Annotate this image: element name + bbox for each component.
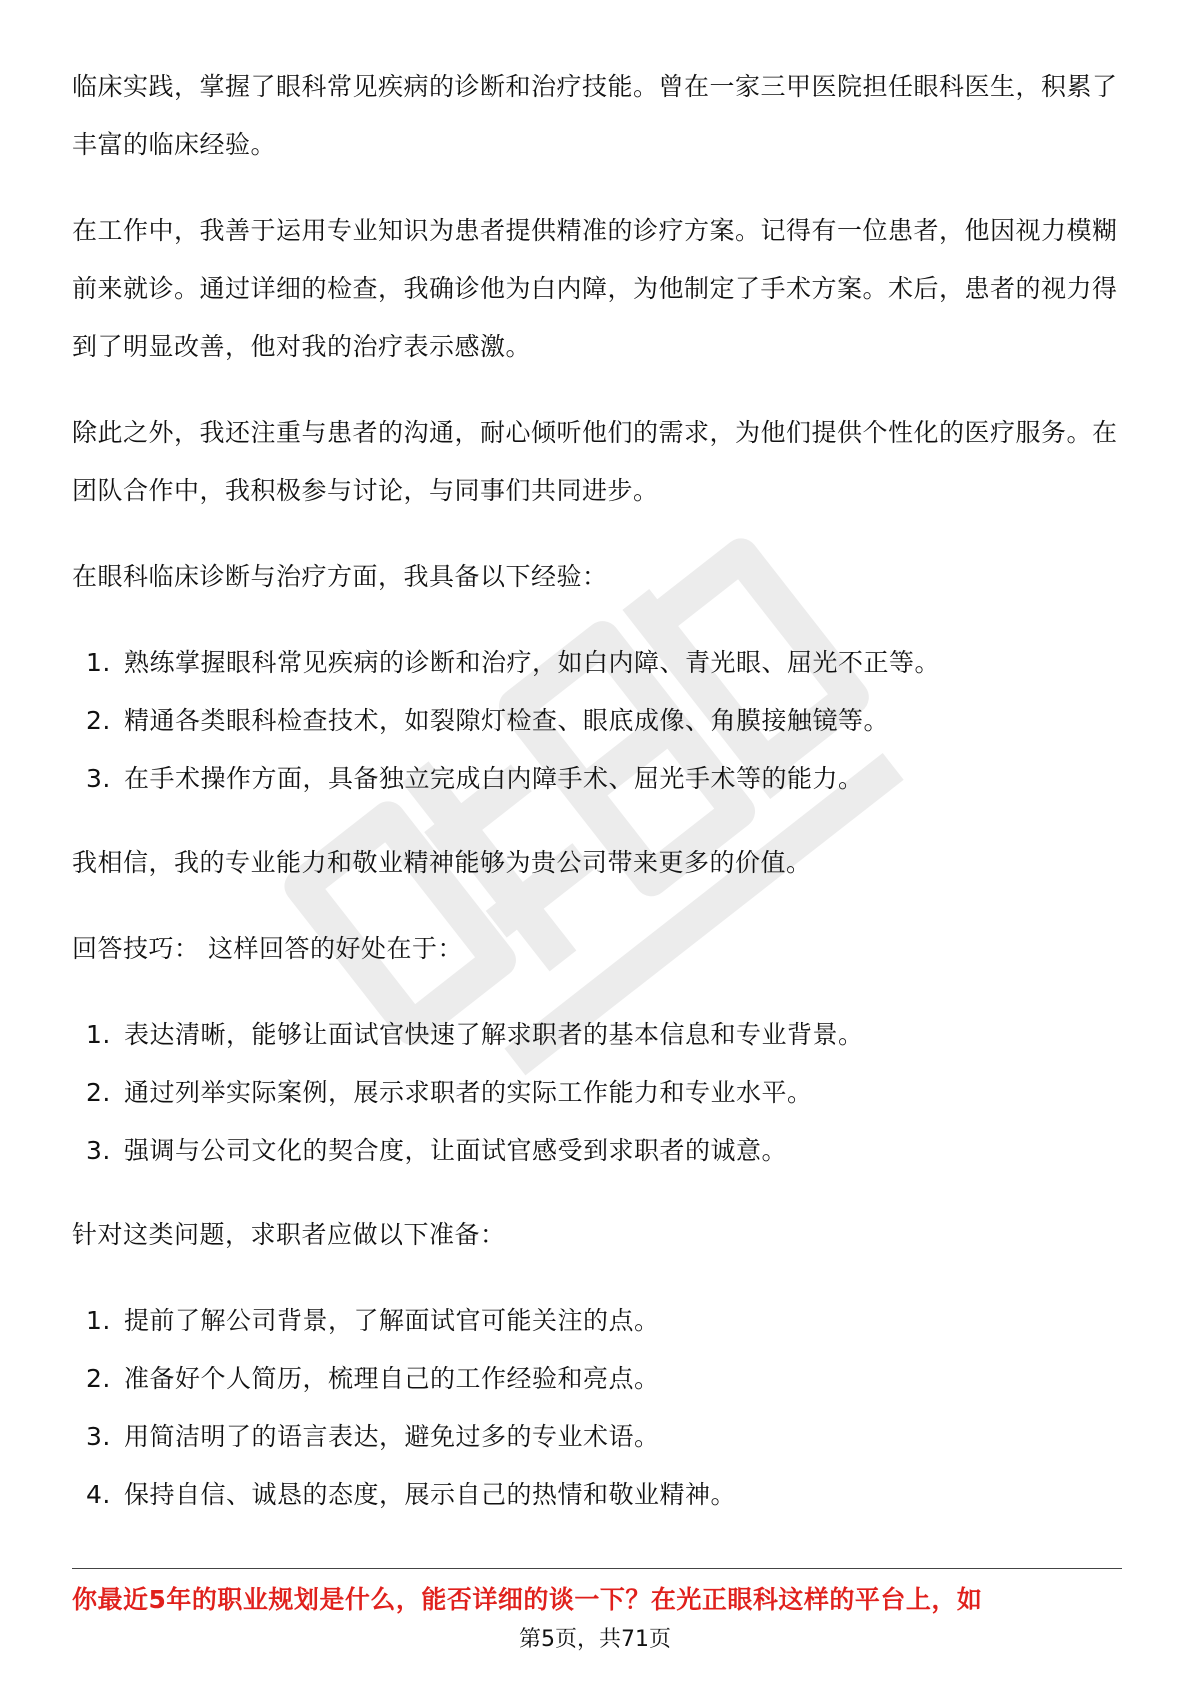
list-item-number: 3. <box>86 764 111 793</box>
list-item-text: 表达清晰，能够让面试官快速了解求职者的基本信息和专业背景。 <box>124 1020 864 1049</box>
list-item-number: 1. <box>86 648 111 677</box>
list-item <box>72 1350 1122 1408</box>
list-item-text: 在手术操作方面，具备独立完成白内障手术、屈光手术等的能力。 <box>124 764 864 793</box>
tips-list <box>72 1006 1122 1180</box>
list-item-text: 准备好个人简历，梳理自己的工作经验和亮点。 <box>124 1364 660 1393</box>
list-item <box>72 1466 1122 1524</box>
next-question-heading: 你最近5年的职业规划是什么，能否详细的谈一下？在光正眼科这样的平台上，如 <box>72 1585 983 1614</box>
list-item-number: 4. <box>86 1480 111 1509</box>
list-item-number: 1. <box>86 1306 111 1335</box>
list-item <box>72 1064 1122 1122</box>
prep-heading: 针对这类问题，求职者应做以下准备： <box>72 1220 506 1249</box>
list-item-number: 2. <box>86 1078 111 1107</box>
list-item <box>72 1006 1122 1064</box>
body-content <box>72 58 1122 1550</box>
tips-heading: 回答技巧： 这样回答的好处在于： <box>72 934 463 963</box>
list-item-number: 2. <box>86 1364 111 1393</box>
list-item <box>72 1292 1122 1350</box>
list-item-number: 2. <box>86 706 111 735</box>
list-item-number: 3. <box>86 1136 111 1165</box>
section-divider <box>72 1568 1122 1569</box>
page-number: 第5页，共71页 <box>519 1627 671 1652</box>
experience-list <box>72 634 1122 808</box>
list-item <box>72 692 1122 750</box>
list-item-number: 3. <box>86 1422 111 1451</box>
paragraph-case-example: 在工作中，我善于运用专业知识为患者提供精准的诊疗方案。记得有一位患者，他因视力模糊前来就诊。通过详细的检查，我确诊他为白内障，为他制定了手术方案。术后，患者的视力得到了明显改善，他对我的治疗表示感激。 <box>72 216 1118 361</box>
list-item-number: 1. <box>86 1020 111 1049</box>
list-item <box>72 1408 1122 1466</box>
paragraph-experience-heading: 在眼科临床诊断与治疗方面，我具备以下经验： <box>72 562 608 591</box>
list-item-text: 精通各类眼科检查技术，如裂隙灯检查、眼底成像、角膜接触镜等。 <box>124 706 890 735</box>
list-item <box>72 634 1122 692</box>
list-item-text: 通过列举实际案例，展示求职者的实际工作能力和专业水平。 <box>124 1078 813 1107</box>
list-item-text: 提前了解公司背景，了解面试官可能关注的点。 <box>124 1306 660 1335</box>
list-item <box>72 1122 1122 1180</box>
paragraph-intro-continued: 临床实践，掌握了眼科常见疾病的诊断和治疗技能。曾在一家三甲医院担任眼科医生，积累了丰富的临床经验。 <box>72 72 1118 159</box>
list-item-text: 用简洁明了的语言表达，避免过多的专业术语。 <box>124 1422 660 1451</box>
list-item-text: 保持自信、诚恳的态度，展示自己的热情和敬业精神。 <box>124 1480 737 1509</box>
list-item <box>72 750 1122 808</box>
list-item-text: 强调与公司文化的契合度，让面试官感受到求职者的诚意。 <box>124 1136 788 1165</box>
list-item-text: 熟练掌握眼科常见疾病的诊断和治疗，如白内障、青光眼、屈光不正等。 <box>124 648 941 677</box>
prep-list <box>72 1292 1122 1524</box>
paragraph-belief: 我相信，我的专业能力和敬业精神能够为贵公司带来更多的价值。 <box>72 848 812 877</box>
paragraph-communication: 除此之外，我还注重与患者的沟通，耐心倾听他们的需求，为他们提供个性化的医疗服务。在团队合作中，我积极参与讨论，与同事们共同进步。 <box>72 418 1118 505</box>
